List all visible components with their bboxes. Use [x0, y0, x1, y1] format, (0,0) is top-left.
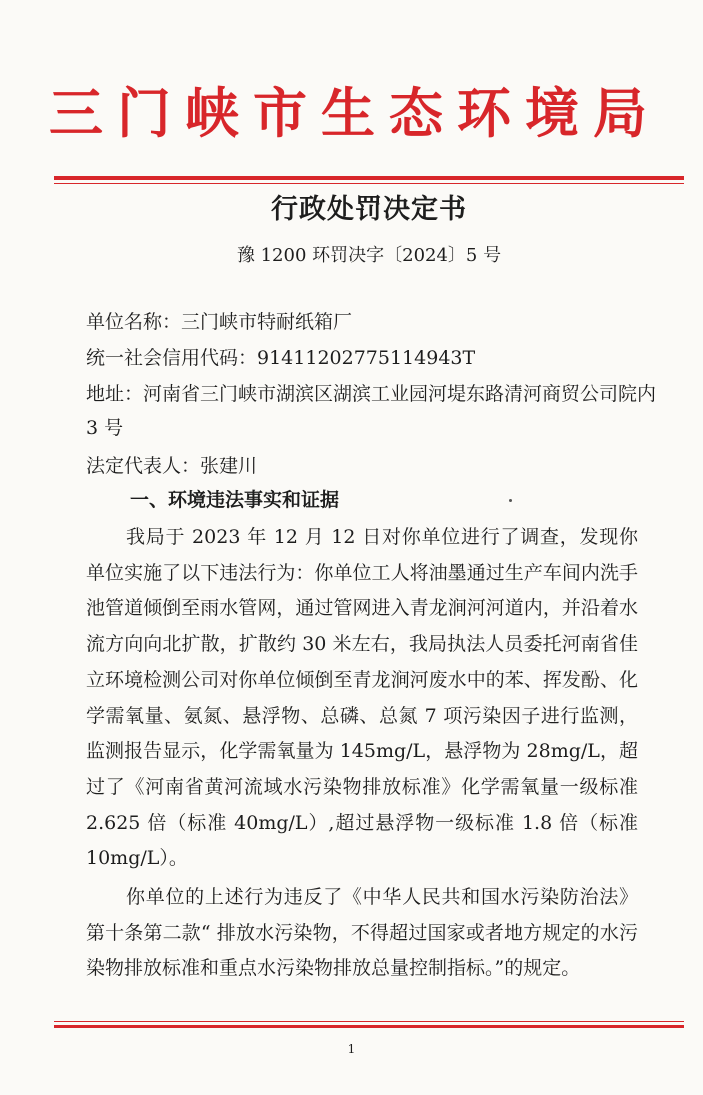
legal-violation-paragraph: 你单位的上述行为违反了《中华人民共和国水污染防治法》第十条第二款“ 排放水污染物，不得超过国家或者地方规定的水污染物排放标准和重点水污染物排放总量控制指标。”的规定。 [86, 886, 638, 980]
scan-speck [509, 499, 512, 502]
section-heading-violation-facts: 一、环境违法事实和证据 [130, 489, 340, 511]
agency-masthead: 三门峡市生态环境局 [49, 82, 661, 145]
header-red-rule-thick [54, 176, 684, 180]
document-title: 行政处罚决定书 [271, 194, 467, 225]
unit-name-line: 单位名称：三门峡市特耐纸箱厂 [86, 311, 353, 333]
legal-representative-line: 法定代表人：张建川 [86, 455, 258, 477]
header-red-rule-thin [54, 183, 684, 184]
footer-red-rule-thick [54, 1025, 684, 1028]
document-number: 豫 1200 环罚决字〔2024〕5 号 [236, 245, 502, 266]
footer-red-rule-thin [54, 1021, 684, 1022]
address-line: 地址：河南省三门峡市湖滨区湖滨工业园河堤东路清河商贸公司院内 3 号 [86, 383, 657, 439]
violation-facts-paragraph: 我局于 2023 年 12 月 12 日对你单位进行了调查，发现你单位实施了以下违法行为：你单位工人将油墨通过生产车间内洗手池管道倾倒至雨水管网，通过管网进入青龙涧河河道内，并沿着水流方向向北扩散，扩散约 30 米左右，我局执法人员委托河南省佳立环境检测公司对你单位倾倒至青龙涧河废水中的苯、挥发酚、化学需氧量、氨氮、悬浮物、总磷、总氮 7 项污染因子进行监测，监测报告显示，化学需氧量为 145mg/L，悬浮物为 28mg/L，超过了《河南省黄河流域水污染物排放标准》化学需氧量一级标准 2.625 倍（标准 40mg/L）,超过悬浮物一级标准 1.8 倍（标准 10mg/L）。 [86, 526, 638, 870]
credit-code-line: 统一社会信用代码：91411202775114943T [86, 347, 476, 369]
page-number: 1 [347, 1042, 356, 1056]
